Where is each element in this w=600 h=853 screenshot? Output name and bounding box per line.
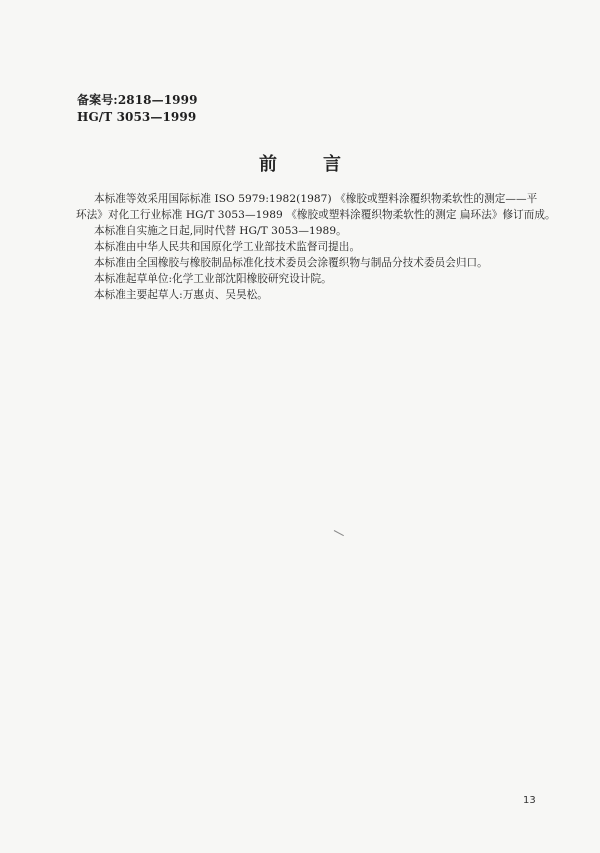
- paragraph-administered-by: 本标准由全国橡胶与橡胶制品标准化技术委员会涂覆织物与制品分技术委员会归口。: [94, 257, 488, 269]
- page-number: 13: [523, 795, 536, 806]
- paragraph-proposed-by: 本标准由中华人民共和国原化学工业部技术监督司提出。: [94, 241, 361, 253]
- standard-number: HG/T 3053—1999: [77, 110, 197, 124]
- paragraph-effective-date: 本标准自实施之日起,同时代替 HG/T 3053—1989。: [94, 225, 347, 237]
- foreword-body: [76, 191, 556, 303]
- paragraph-drafting-unit: 本标准起草单位:化学工业部沈阳橡胶研究设计院。: [94, 273, 332, 285]
- page-title: 前言: [259, 154, 387, 175]
- scan-mark: [334, 530, 344, 536]
- document-header: [77, 92, 198, 126]
- paragraph-adoption-line-1: 本标准等效采用国际标准 ISO 5979:1982(1987) 《橡胶或塑料涂覆织物柔软性的测定——平: [94, 193, 538, 205]
- filing-number: 备案号:2818—1999: [77, 93, 198, 107]
- paragraph-main-drafters: 本标准主要起草人:万惠贞、吴昊松。: [94, 289, 268, 301]
- paragraph-adoption-line-2: 环法》对化工行业标准 HG/T 3053—1989 《橡胶或塑料涂覆织物柔软性的测定 扁环法》修订而成。: [76, 209, 556, 221]
